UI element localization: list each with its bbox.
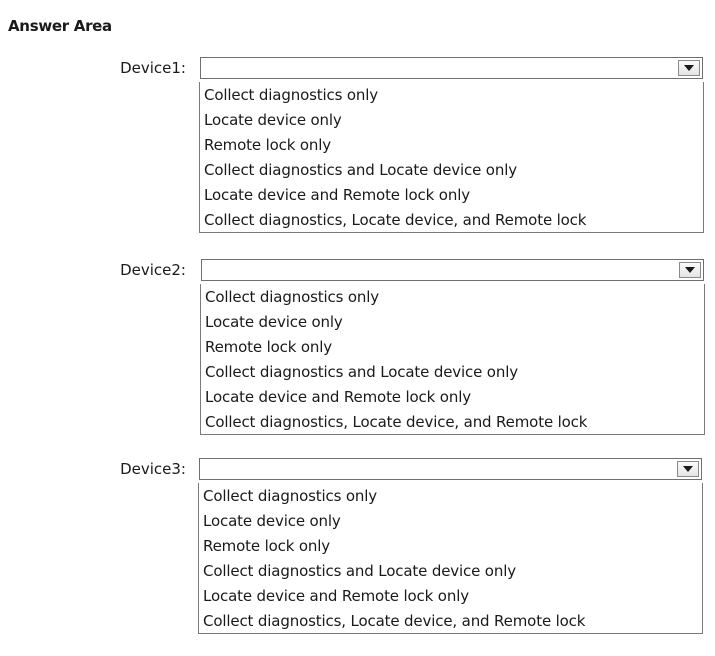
device3-dropdown[interactable]: [199, 458, 702, 480]
answer-area-title: Answer Area: [8, 17, 112, 35]
chevron-down-icon: [684, 65, 694, 71]
device1-dropdown[interactable]: [200, 57, 703, 79]
device2-option[interactable]: Remote lock only: [205, 338, 333, 356]
device3-option[interactable]: Collect diagnostics and Locate device only: [203, 562, 516, 580]
device2-dropdown[interactable]: [201, 259, 704, 281]
chevron-down-icon: [683, 466, 693, 472]
device2-option[interactable]: Locate device and Remote lock only: [205, 388, 471, 406]
device1-dropdown-button[interactable]: [678, 60, 700, 76]
chevron-down-icon: [685, 267, 695, 273]
device2-option[interactable]: Locate device only: [205, 313, 343, 331]
device3-option[interactable]: Locate device and Remote lock only: [203, 587, 469, 605]
device2-label: Device2:: [120, 261, 186, 279]
device3-option[interactable]: Remote lock only: [203, 537, 331, 555]
device1-option[interactable]: Collect diagnostics, Locate device, and Remote lock: [204, 211, 587, 229]
device2-option[interactable]: Collect diagnostics and Locate device only: [205, 363, 518, 381]
device2-option[interactable]: Collect diagnostics only: [205, 288, 380, 306]
device1-option[interactable]: Collect diagnostics and Locate device only: [204, 161, 517, 179]
device3-option[interactable]: Collect diagnostics only: [203, 487, 378, 505]
device3-label: Device3:: [120, 460, 186, 478]
device3-option[interactable]: Locate device only: [203, 512, 341, 530]
device1-option[interactable]: Locate device only: [204, 111, 342, 129]
device1-options-list: [199, 82, 704, 233]
device1-option[interactable]: Locate device and Remote lock only: [204, 186, 470, 204]
device2-options-list: [200, 284, 705, 435]
device1-label: Device1:: [120, 59, 186, 77]
device1-option[interactable]: Remote lock only: [204, 136, 332, 154]
device2-dropdown-button[interactable]: [679, 262, 701, 278]
device1-option[interactable]: Collect diagnostics only: [204, 86, 379, 104]
device3-option[interactable]: Collect diagnostics, Locate device, and Remote lock: [203, 612, 586, 630]
device3-dropdown-button[interactable]: [677, 461, 699, 477]
device3-options-list: [198, 483, 703, 634]
device2-option[interactable]: Collect diagnostics, Locate device, and Remote lock: [205, 413, 588, 431]
